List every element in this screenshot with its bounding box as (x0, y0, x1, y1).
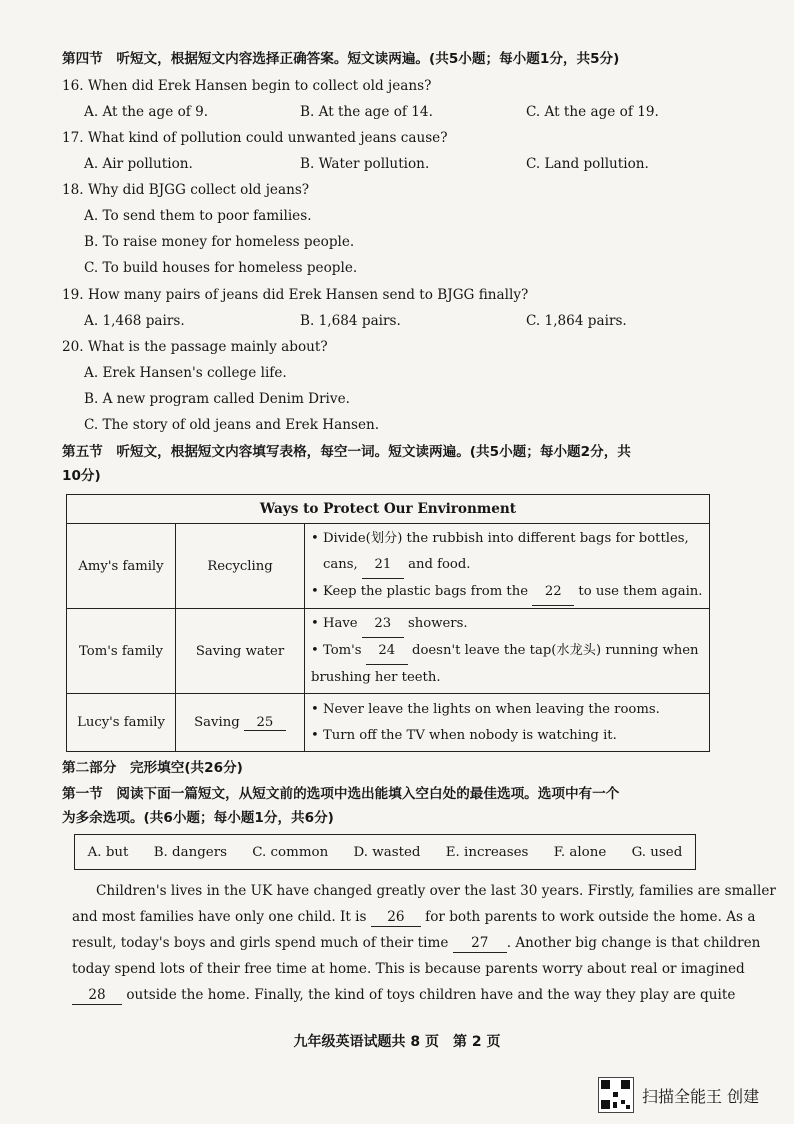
table-row-lucy (67, 694, 710, 752)
part2-section1-heading: 第一节 阅读下面一篇短文，从短文前的选项中选出能填入空白处的最佳选项。选项中有一个 (62, 786, 620, 802)
family-cell: Lucy's family (67, 694, 176, 752)
blank-22: 22 (532, 579, 574, 606)
detail-line: • Tom's 24 doesn't leave the tap(水龙头) running when (311, 638, 703, 665)
detail-line: cans, 21 and food. (311, 552, 703, 579)
part2-section1-heading-cont: 为多余选项。(共6小题；每小题1分，共6分) (62, 810, 334, 826)
question-18: 18. Why did BJGG collect old jeans? (62, 182, 310, 198)
way-cell: Recycling (176, 524, 305, 609)
question-19: 19. How many pairs of jeans did Erek Hansen send to BJGG finally? (62, 287, 529, 303)
family-cell: Amy's family (67, 524, 176, 609)
way-cell: Saving 25 (176, 694, 305, 752)
q17-option-c: C. Land pollution. (526, 156, 649, 172)
option-f: F. alone (553, 844, 607, 860)
table-row-tom (67, 609, 710, 694)
q20-option-a: A. Erek Hansen's college life. (84, 365, 287, 381)
option-b: B. dangers (153, 844, 227, 860)
part2-heading: 第二部分 完形填空(共26分) (62, 760, 243, 776)
q20-option-b: B. A new program called Denim Drive. (84, 391, 350, 407)
detail-line: • Divide(划分) the rubbish into different bags for bottles, (311, 531, 689, 546)
section5-heading: 第五节 听短文，根据短文内容填写表格，每空一词。短文读两遍。(共5小题；每小题2分，共 (62, 444, 631, 460)
blank-25: 25 (244, 715, 286, 731)
detail-line: • Keep the plastic bags from the 22 to use them again. (311, 579, 703, 606)
option-g: G. used (631, 844, 683, 860)
option-a: A. but (87, 844, 129, 860)
q19-option-c: C. 1,864 pairs. (526, 313, 627, 329)
blank-28: 28 (72, 986, 122, 1005)
blank-26: 26 (371, 908, 421, 927)
question-16: 16. When did Erek Hansen begin to collect old jeans? (62, 78, 432, 94)
section4-heading: 第四节 听短文，根据短文内容选择正确答案。短文读两遍。(共5小题；每小题1分，共5分) (62, 51, 620, 67)
way-cell: Saving water (176, 609, 305, 694)
scanner-watermark: 扫描全能王 创建 (642, 1087, 760, 1106)
q20-option-c: C. The story of old jeans and Erek Hansen. (84, 417, 380, 433)
blank-24: 24 (366, 638, 408, 665)
detail-line: • Have 23 showers. (311, 611, 703, 638)
q16-option-c: C. At the age of 19. (526, 104, 659, 120)
blank-21: 21 (362, 552, 404, 579)
q18-option-b: B. To raise money for homeless people. (84, 234, 355, 250)
q17-option-a: A. Air pollution. (84, 156, 193, 172)
option-e: E. increases (445, 844, 529, 860)
blank-23: 23 (362, 611, 404, 638)
q19-option-b: B. 1,684 pairs. (300, 313, 401, 329)
family-cell: Tom's family (67, 609, 176, 694)
q18-option-c: C. To build houses for homeless people. (84, 260, 358, 276)
passage-line-2: and most families have only one child. It is 26 for both parents to work outside the home. As a (72, 909, 756, 925)
detail-line: • Never leave the lights on when leaving the rooms. (311, 701, 660, 717)
table-row-amy (67, 524, 710, 609)
table-title: Ways to Protect Our Environment (67, 495, 710, 524)
detail-line: brushing her teeth. (311, 670, 441, 685)
option-c: C. common (252, 844, 329, 860)
q16-option-b: B. At the age of 14. (300, 104, 433, 120)
blank-27: 27 (453, 934, 507, 953)
detail-line: • Turn off the TV when nobody is watching it. (311, 727, 617, 743)
qr-code-icon (598, 1077, 634, 1113)
passage-line-1: Children's lives in the UK have changed greatly over the last 30 years. Firstly, families are smaller (96, 883, 776, 899)
passage-line-5: 28 outside the home. Finally, the kind of toys children have and the way they play are quite (72, 986, 735, 1005)
page-footer: 九年级英语试题共 8 页 第 2 页 (293, 1034, 501, 1050)
details-cell (305, 694, 710, 752)
passage-line-4: today spend lots of their free time at home. This is because parents worry about real or imagined (72, 961, 745, 977)
q19-option-a: A. 1,468 pairs. (84, 313, 185, 329)
environment-table (66, 494, 710, 752)
details-cell (305, 609, 710, 694)
q17-option-b: B. Water pollution. (300, 156, 430, 172)
details-cell (305, 524, 710, 609)
section5-heading-cont: 10分) (62, 468, 101, 484)
option-d: D. wasted (353, 844, 421, 860)
passage-line-3: result, today's boys and girls spend much of their time 27 . Another big change is that children (72, 935, 761, 951)
question-20: 20. What is the passage mainly about? (62, 339, 328, 355)
question-17: 17. What kind of pollution could unwanted jeans cause? (62, 130, 448, 146)
q16-option-a: A. At the age of 9. (84, 104, 209, 120)
options-box (74, 834, 696, 870)
q18-option-a: A. To send them to poor families. (84, 208, 312, 224)
